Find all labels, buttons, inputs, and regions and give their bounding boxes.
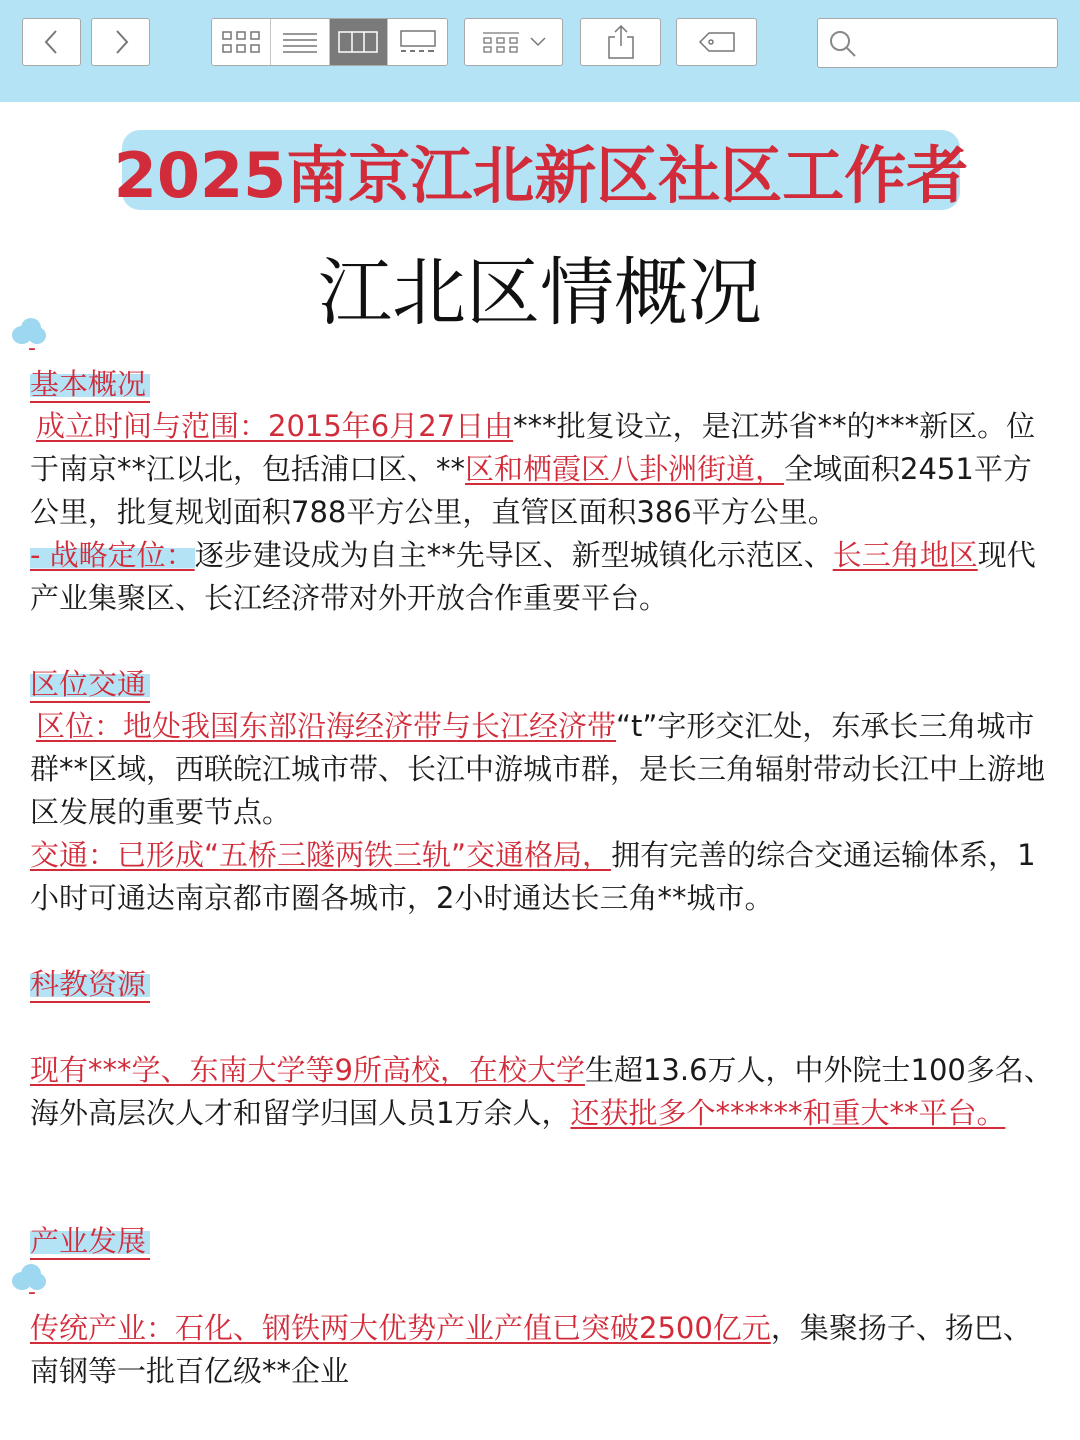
highlighted-text: 成立时间与范围：2015年6月27日由 bbox=[36, 409, 514, 443]
document-title: 2025南京江北新区社区工作者 bbox=[113, 138, 969, 212]
section-heading-location bbox=[30, 665, 150, 703]
search-input[interactable] bbox=[866, 27, 1050, 61]
share-icon bbox=[606, 24, 636, 60]
body-text: ，集聚扬子、扬巴、南钢等一批百亿级**企业 bbox=[30, 1311, 1032, 1388]
list-view-icon bbox=[282, 30, 318, 54]
section-heading-text: 区位交通 bbox=[30, 667, 150, 703]
group-by-button[interactable] bbox=[464, 18, 563, 66]
paragraph-transport bbox=[30, 834, 1060, 920]
body-text: 生超13.6万人，中外院士100多名、海外高层次人才和留学归国人员1万余人， bbox=[30, 1053, 1053, 1130]
highlighted-text: 还获批多个******和重大**平台。 bbox=[570, 1096, 1006, 1130]
icon-view-icon bbox=[221, 30, 261, 54]
forward-button[interactable] bbox=[91, 18, 150, 66]
highlighted-text: - 战略定位： bbox=[30, 538, 195, 572]
section-heading-industry bbox=[30, 1222, 150, 1260]
highlighted-text: 现有***学、东南大学等9所高校，在校大学 bbox=[30, 1053, 585, 1087]
view-mode-segmented-control bbox=[211, 18, 448, 66]
share-button[interactable] bbox=[580, 18, 661, 66]
list-dash: - bbox=[28, 336, 36, 361]
body-text: 拥有完善的综合交通运输体系，1小时可通达南京都市圈各城市，2小时通达长三角**城市。 bbox=[30, 838, 1036, 915]
gallery-view-button[interactable] bbox=[388, 19, 447, 65]
column-view-icon bbox=[338, 30, 378, 54]
paragraph-location bbox=[30, 705, 1060, 834]
list-view-button[interactable] bbox=[271, 19, 330, 65]
section-heading-basic bbox=[30, 365, 150, 403]
body-text: 逐步建设成为自主**先导区、新型城镇化示范区、 bbox=[194, 538, 833, 572]
body-text: 全域面积2451平方公里，批复规划面积788平方公里，直管区面积386平方公里。 bbox=[30, 452, 1032, 529]
highlighted-text: 交通：已形成“五桥三隧两铁三轨”交通格局， bbox=[30, 838, 612, 872]
back-button[interactable] bbox=[22, 18, 81, 66]
paragraph-industry bbox=[30, 1307, 1060, 1393]
highlighted-text: 区位：地处我国东部沿海经济带与长江经济带 bbox=[36, 709, 617, 743]
chevron-left-icon bbox=[42, 28, 62, 56]
section-heading-text: 科教资源 bbox=[30, 967, 150, 1003]
gallery-view-icon bbox=[398, 30, 438, 54]
search-icon bbox=[828, 29, 858, 59]
group-by-icon bbox=[481, 30, 521, 54]
section-heading-education bbox=[30, 965, 150, 1003]
finder-toolbar bbox=[0, 0, 1080, 102]
body-text: “t”字形交汇处，东承长三角城市群**区域，西联皖江城市带、长江中游城市群，是长三角辐射带动长江中上游地区发展的重要节点。 bbox=[30, 709, 1046, 829]
tag-button[interactable] bbox=[676, 18, 757, 66]
chevron-down-icon bbox=[529, 36, 547, 48]
paragraph-education bbox=[30, 1049, 1060, 1135]
section-heading-text: 基本概况 bbox=[30, 367, 150, 403]
body-text: 现代产业集聚区、长江经济带对外开放合作重要平台。 bbox=[30, 538, 1036, 615]
icon-view-button[interactable] bbox=[212, 19, 271, 65]
section-heading-text: 产业发展 bbox=[30, 1224, 150, 1260]
highlighted-text: 传统产业：石化、钢铁两大优势产业产值已突破2500亿元 bbox=[30, 1311, 771, 1345]
document-subtitle: 江北区情概况 bbox=[318, 250, 762, 336]
chevron-right-icon bbox=[111, 28, 131, 56]
body-text: ***批复设立，是江苏省**的***新区。位于南京**江以北，包括浦口区、** bbox=[30, 409, 1036, 486]
paragraph-basic-scope bbox=[30, 405, 1060, 534]
tag-icon bbox=[697, 30, 737, 54]
highlighted-text: 区和栖霞区八卦洲街道， bbox=[465, 452, 785, 486]
search-field[interactable] bbox=[817, 18, 1058, 68]
list-dash: - bbox=[28, 1280, 36, 1305]
column-view-button[interactable] bbox=[330, 19, 389, 65]
paragraph-basic-strategy bbox=[30, 534, 1060, 620]
highlighted-text: 长三角地区 bbox=[832, 538, 978, 572]
